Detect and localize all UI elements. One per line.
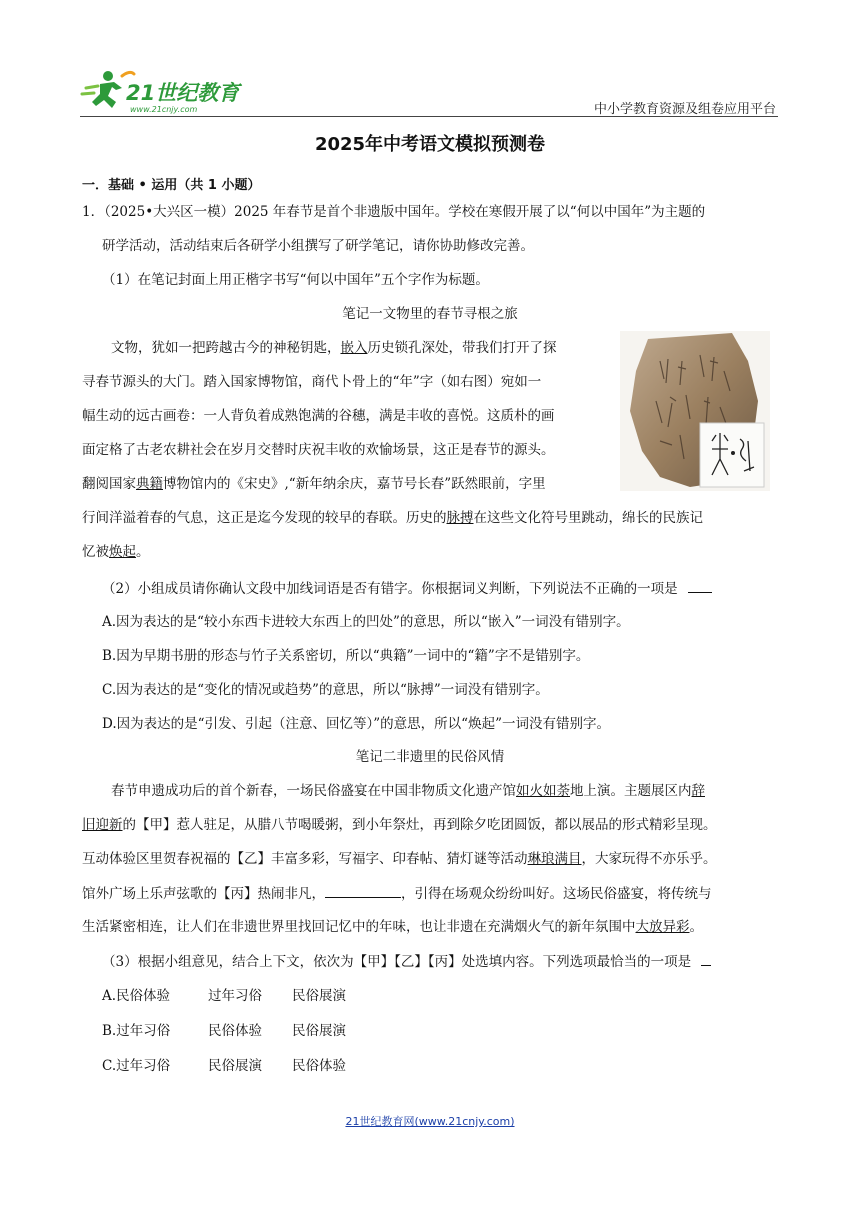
question-intro-line-2: 研学活动，活动结束后各研学小组撰写了研学笔记，请你协助修改完善。 — [102, 238, 534, 254]
passage-text: 。 — [689, 919, 703, 935]
option-c: C.因为表达的是“变化的情况或趋势”的意思，所以“脉搏”一词没有错别字。 — [102, 682, 549, 698]
section-heading: 一．基础 • 运用（共 1 小题） — [82, 178, 261, 193]
passage-1-line-7 — [82, 542, 150, 562]
underlined-word: 如火如荼 — [516, 783, 570, 799]
option-row-c — [102, 1056, 346, 1076]
question-text: （2）小组成员请你确认文段中加线词语是否有错字。你根据词义判断，下列说法不正确的一项是 — [102, 581, 678, 597]
page-title: 2025年中考语文模拟预测卷 — [314, 134, 546, 155]
passage-text: 在这些文化符号里跳动，绵长的民族记 — [473, 510, 703, 526]
question-text: （3）根据小组意见，结合上下文，依次为【甲】【乙】【丙】处选填内容。下列选项最恰当的一项是 — [102, 954, 692, 970]
passage-2-line-5 — [82, 917, 703, 937]
passage-text: 的【甲】惹人驻足，从腊八节喝暖粥，到小年祭灶，再到除夕吃团圆饭，都以展品的形式精彩呈现。 — [122, 817, 717, 833]
sub-question-1: （1）在笔记封面上用正楷字书写“何以中国年”五个字作为标题。 — [102, 272, 489, 288]
underlined-word: 大放异彩 — [635, 919, 690, 935]
passage-text: 行间洋溢着春的气息，这正是迄今发现的较早的春联。历史的 — [82, 510, 447, 526]
passage-1-line-3: 幅生动的远古画卷：一人背负着成熟饱满的谷穗，满是丰收的喜悦。这质朴的画 — [82, 408, 555, 424]
underlined-word: 旧迎新 — [82, 817, 123, 833]
footer — [0, 1113, 860, 1129]
passage-text: 。 — [136, 544, 150, 560]
underlined-word: 脉搏 — [446, 510, 474, 526]
fill-in-blank[interactable] — [325, 883, 401, 898]
passage-text: 春节申遗成功后的首个新春，一场民俗盛宴在中国非物质文化遗产馆 — [111, 783, 516, 799]
passage-text: 文物，犹如一把跨越古今的神秘钥匙， — [111, 340, 341, 356]
logo-text: 21世纪教育 — [126, 81, 240, 105]
sub-question-2 — [102, 578, 712, 599]
passage-2-line-2 — [82, 815, 717, 835]
passage-1-line-4: 面定格了古老农耕社会在岁月交替时庆祝丰收的欢愉场景，这正是春节的源头。 — [82, 442, 555, 458]
option-cell: B.过年习俗 — [102, 1023, 171, 1039]
option-cell: 民俗体验 — [208, 1023, 262, 1039]
option-a: A.因为表达的是“较小东西卡进较大东西上的凹处”的意思，所以“嵌入”一词没有错别字。 — [102, 614, 630, 630]
option-d: D.因为表达的是“引发、引起（注意、回忆等）”的意思，所以“焕起”一词没有错别字。 — [102, 716, 610, 732]
passage-1-line-1 — [111, 338, 557, 358]
option-cell: 民俗展演 — [208, 1058, 262, 1074]
passage-text: 忆被 — [82, 544, 109, 560]
note-2-title: 笔记二非遗里的民俗风情 — [355, 749, 505, 765]
passage-text: ，引得在场观众纷纷叫好。这场民俗盛宴，将传统与 — [401, 886, 712, 902]
passage-text: 生活紧密相连，让人们在非遗世界里找回记忆中的年味，也让非遗在充满烟火气的新年氛围中 — [82, 919, 636, 935]
answer-blank[interactable] — [701, 951, 711, 966]
passage-2-line-4 — [82, 883, 712, 904]
underlined-word: 琳琅满目 — [527, 851, 582, 867]
passage-1-line-2: 寻春节源头的大门。踏入国家博物馆，商代卜骨上的“年”字（如右图）宛如一 — [82, 374, 542, 390]
runner-logo-icon — [78, 66, 248, 116]
passage-text: 馆外广场上乐声弦歌的【丙】热闹非凡， — [82, 886, 325, 902]
passage-2-line-1 — [111, 781, 705, 801]
option-row-a — [102, 986, 346, 1006]
oracle-bone-image — [620, 331, 770, 491]
passage-1-line-6 — [82, 508, 703, 528]
passage-text: 地上演。主题展区内 — [570, 783, 692, 799]
logo-url: www.21cnjy.com — [130, 105, 198, 114]
passage-2-line-3 — [82, 849, 717, 869]
platform-name: 中小学教育资源及组卷应用平台 — [593, 102, 776, 117]
underlined-word: 辞 — [691, 783, 705, 799]
passage-text: 翻阅国家 — [82, 476, 136, 492]
logo — [78, 66, 248, 116]
option-cell: 民俗体验 — [292, 1058, 346, 1074]
answer-blank[interactable] — [688, 578, 712, 593]
passage-1-line-5 — [82, 474, 546, 494]
passage-text: ，大家玩得不亦乐乎。 — [581, 851, 717, 867]
underlined-word: 典籍 — [136, 476, 163, 492]
option-cell: 过年习俗 — [208, 988, 262, 1004]
underlined-word: 焕起 — [109, 544, 136, 560]
option-cell: 民俗展演 — [292, 1023, 346, 1039]
footer-link[interactable]: 21世纪教育网(www.21cnjy.com) — [345, 1115, 515, 1128]
header-divider — [80, 116, 778, 117]
option-row-b — [102, 1021, 346, 1041]
note-1-title: 笔记一文物里的春节寻根之旅 — [342, 306, 518, 322]
underlined-word: 嵌入 — [340, 340, 368, 356]
question-intro-line-1: 1．（2025•大兴区一模）2025 年春节是首个非遗版中国年。学校在寒假开展了以“何以中国年”为主题的 — [82, 204, 706, 220]
passage-text: 互动体验区里贺春祝福的【乙】丰富多彩，写福字、印春帖、猜灯谜等活动 — [82, 851, 528, 867]
option-cell: 民俗展演 — [292, 988, 346, 1004]
option-cell: A.民俗体验 — [102, 988, 171, 1004]
option-cell: C.过年习俗 — [102, 1058, 171, 1074]
passage-text: 博物馆内的《宋史》,“新年纳余庆，嘉节号长春”跃然眼前，字里 — [163, 476, 546, 492]
sub-question-3 — [102, 951, 711, 972]
option-b: B.因为早期书册的形态与竹子关系密切，所以“典籍”一词中的“籍”字不是错别字。 — [102, 648, 590, 664]
passage-text: 历史锁孔深处，带我们打开了探 — [367, 340, 557, 356]
